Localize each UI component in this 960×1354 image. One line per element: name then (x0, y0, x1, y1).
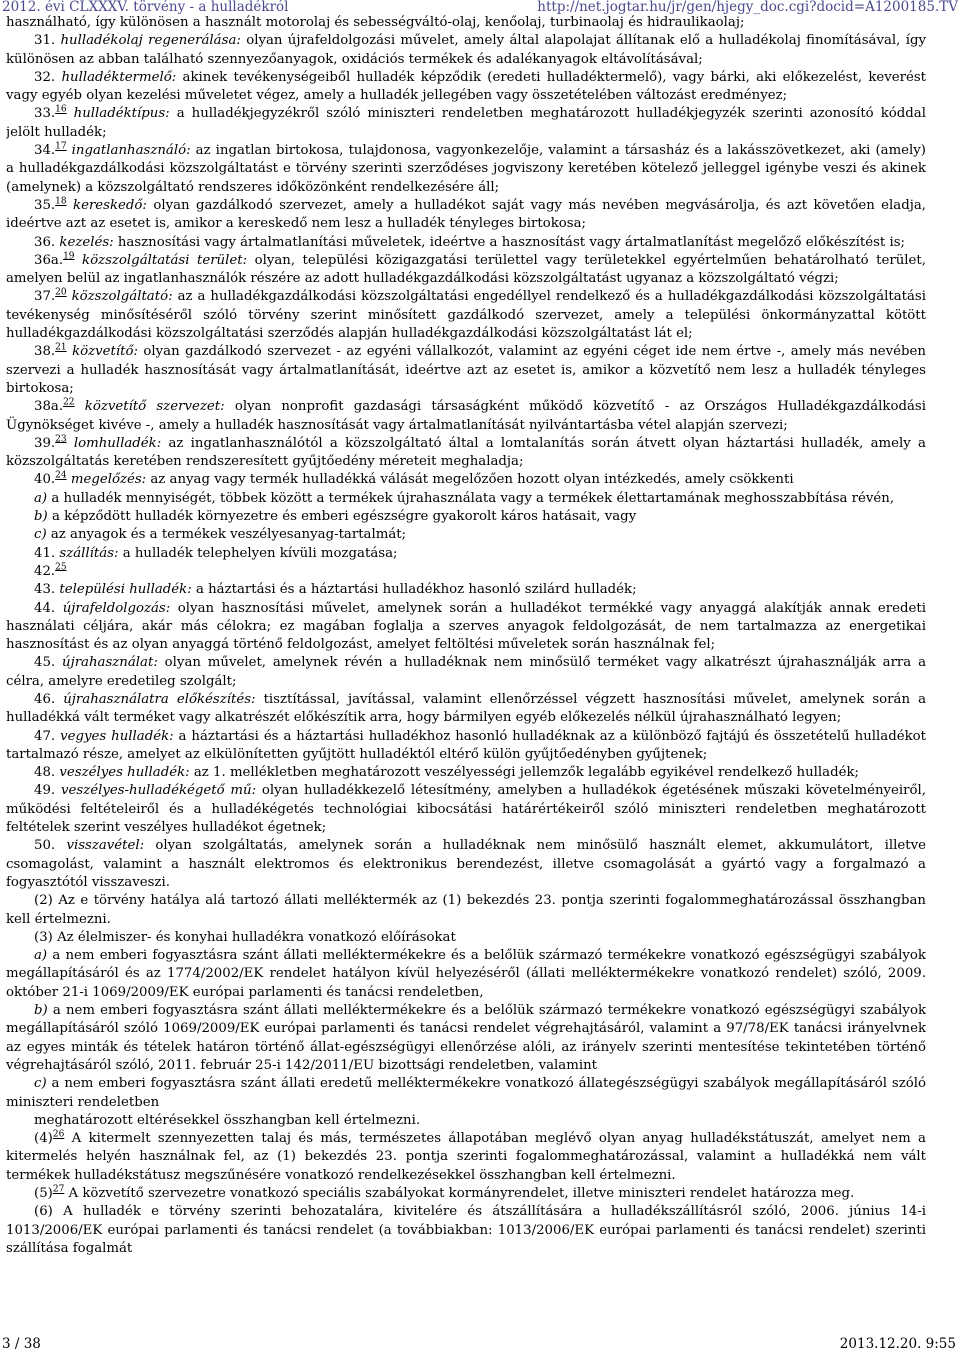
defined-term: hulladéktermelő: (61, 69, 177, 85)
document-title: 2012. évi CLXXXV. törvény - a hulladékról (2, 0, 289, 15)
paragraph (6, 837, 926, 892)
defined-term: vegyes hulladék: (60, 728, 174, 744)
paragraph-number: 40. (34, 472, 56, 488)
paragraph-number: 36a. (34, 252, 64, 268)
defined-term: újrahasználat: (62, 655, 158, 671)
paragraph-text: a hulladékjegyzékről szóló miniszteri rendeletben meghatározott hulladékjegyzék szerinti azonosító kóddal jelölt hulladék; (6, 106, 926, 140)
paragraph-text: olyan, települési közigazgatási területtel vagy területekkel egyértelműen behatárolható terület, amelyen belül az ingatlanhasználók részére az adott hulladékgazdálkodási közszolgáltatást ugyanaz a közszolgáltató végzi; (6, 252, 926, 287)
paragraph (6, 14, 926, 32)
footnote-ref[interactable]: 17 (55, 141, 67, 152)
paragraph-text: az ingatlanhasználótól a közszolgáltató által a lomtalanítás során átvett olyan háztartási hulladék, amely a közszolgáltatás keretében rendszeresített gyűjtőedény méreteit meghaladja; (6, 435, 926, 470)
paragraph-text: a hulladék telephelyen kívüli mozgatása; (122, 545, 398, 561)
defined-term: a) (34, 948, 48, 964)
paragraph (6, 782, 926, 837)
paragraph (6, 343, 926, 398)
paragraph-text: olyan művelet, amelynek révén a hulladéknak nem minősülő terméket vagy alkatrészt újrahasználják arra a célra, amelyre eredetileg szolgált; (6, 655, 926, 689)
paragraph-number: (3) (34, 929, 53, 945)
defined-term: közszolgáltatási terület: (82, 252, 248, 268)
paragraph (6, 142, 926, 197)
paragraph (6, 947, 926, 1002)
paragraph-number: 50. (34, 838, 56, 854)
paragraph (6, 764, 926, 782)
defined-term: hulladékolaj regenerálása: (60, 33, 241, 49)
paragraph-number: 36. (34, 234, 56, 250)
footnote-ref[interactable]: 21 (55, 342, 67, 353)
paragraph (6, 600, 926, 655)
paragraph (6, 1203, 926, 1258)
paragraph-number: (4) (34, 1131, 53, 1147)
defined-term: a) (34, 490, 48, 506)
paragraph-number: (2) (34, 893, 53, 909)
defined-term: ingatlanhasználó: (71, 143, 191, 159)
defined-term: veszélyes hulladék: (59, 765, 190, 781)
paragraph-text: hasznosítási vagy ártalmatlanítási műveletek, ideértve a hasznosítást vagy ártalmatlanítást megelőző előkészítést is; (117, 234, 906, 250)
paragraph-text: a háztartási és a háztartási hulladékhoz hasonló hulladéknak az a különböző fajtájú és összetételű hulladékot tartalmazó része, amelyet az elkülönítetten gyűjtött hulladéktól eltérő külön gyűjtőedényben gyűjtenek; (6, 728, 926, 762)
paragraph-text: olyan gazdálkodó szervezet - az egyéni vállalkozót, valamint az egyéni céget ide nem értve -, amely más nevében szervezi a hulladék hasznosítását vagy ártalmatlanítását, ideértve azt az esetet is, amikor a közvetítő nem lesz a hulladék tényleges birtokosa; (6, 344, 926, 396)
paragraph-text: olyan hulladékkezelő létesítmény, amelyben a hulladékok égetésének műszaki követelményeiről, működési feltételeiről és a hulladékégetés technológiai kibocsátási határértékeiről szóló miniszteri rendeletben meghatározott feltételek szerint veszélyes hulladékot égetnek; (6, 783, 926, 836)
paragraph-number: 48. (34, 765, 56, 781)
paragraph-text: a nem emberi fogyasztásra szánt állati melléktermékekre és a belőlük származó termékekre vonatkozó egészségügyi szabályok megállapításáról és az 1774/2002/EK rendelet hatályon kívül helyezéséről (állati melléktermékekre vonatkozó rendelet) szóló, 2009. október 21-i 1069/2009/EK európai parlamenti és tanácsi rendeletben, (6, 948, 926, 1000)
footnote-ref[interactable]: 26 (52, 1129, 65, 1140)
paragraph-text: az anyag vagy termék hulladékká válását megelőzően hozott olyan intézkedés, amely csökkenti (150, 472, 794, 488)
defined-term: települési hulladék: (59, 582, 192, 598)
defined-term: szállítás: (59, 545, 119, 561)
paragraph-number: 49. (34, 783, 56, 799)
paragraph (6, 234, 926, 252)
defined-term: hulladéktípus: (73, 106, 170, 122)
footnote-ref[interactable]: 18 (55, 196, 67, 207)
defined-term: megelőzés: (70, 472, 147, 488)
defined-term: veszélyes-hulladékégető mű: (60, 783, 257, 799)
defined-term: b) (34, 1003, 48, 1019)
footnote-ref[interactable]: 23 (55, 434, 67, 445)
paragraph-number: 46. (34, 691, 56, 707)
defined-term: közvetítő: (72, 344, 138, 360)
footnote-ref[interactable]: 27 (52, 1184, 65, 1195)
paragraph-number: (5) (34, 1186, 53, 1201)
footnote-ref[interactable]: 19 (63, 251, 75, 262)
paragraph-text: a nem emberi fogyasztásra szánt állati eredetű melléktermékekre vonatkozó állategészségügyi szabályok megállapításáról szóló miniszteri rendeletben (6, 1076, 926, 1110)
paragraph (6, 471, 926, 489)
paragraph-text: A hulladék e törvény szerinti behozatalára, kivitelére és átszállítására a hulladékszállításról szóló, 2006. június 14-i 1013/2006/EK európai parlamenti és tanácsi rendelet (a továbbiakban: 1013/2006/EK európai parlamenti és tanácsi rendelet) szerinti szállítása fogalmát (6, 1204, 926, 1256)
paragraph-text: az ingatlan birtokosa, tulajdonosa, vagyonkezelője, valamint a társasház és a lakásszövetkezet, aki (amely) a hulladékgazdálkodási közszolgáltatást e törvény szerinti szerződéses jogviszony keretében kötelező jelleggel igénybe veszi és akinek (amelynek) a közszolgáltató rendszeres időközönként rendelkezésére áll; (6, 143, 926, 195)
paragraph (6, 545, 926, 563)
paragraph-text: A kitermelt szennyezetten talaj és más, természetes állapotában meglévő olyan anyag hulladékstátuszát, amelyet nem a kitermelés helyén használnak fel, az (1) bekezdés 23. pontja szerinti fogalommeghatározással, valamint a hulladékká nem vált termékek hulladékstátusz megszűnésére vonatkozó rendelkezésekkel összhangban kell értelmezni. (6, 1131, 926, 1183)
paragraph (6, 728, 926, 765)
paragraph-number: 43. (34, 582, 56, 598)
paragraph-text: akinek tevékenységeiből hulladék képződik (eredeti hulladéktermelő), vagy bárki, aki előkezelést, keverést vagy egyéb olyan kezelési műveletet végez, amely a hulladék jellegében vagy összetételében változást eredményez; (6, 69, 926, 104)
paragraph-text: meghatározott eltérésekkel összhangban kell értelmezni. (34, 1112, 421, 1128)
defined-term: kezelés: (59, 234, 114, 250)
paragraph (6, 288, 926, 343)
paragraph-number: 38a. (34, 399, 64, 415)
paragraph-text: olyan hasznosítási művelet, amelynek során a hulladékot termékké vagy anyaggá alakítják annak eredeti használati céljára, akár más célokra; ez magában foglalja a szerves anyagok feldolgozását, de nem tartalmazza az energetikai hasznosítást és az olyan anyaggá történő feldolgozást, amelyet feltöltési műveletek során használnak fel; (6, 600, 926, 653)
paragraph (6, 105, 926, 142)
paragraph-text: Az élelmiszer- és konyhai hulladékra vonatkozó előírásokat (57, 929, 456, 945)
footnote-ref[interactable]: 22 (63, 397, 75, 408)
document-body (6, 14, 926, 1328)
paragraph-text: a hulladék mennyiségét, többek között a termékek újrahasználata vagy a termékek élettartamának meghosszabbítása révén, (51, 490, 895, 506)
defined-term: közvetítő szervezet: (84, 399, 225, 415)
paragraph-text: Az e törvény hatálya alá tartozó állati melléktermék az (1) bekezdés 23. pontja szerinti fogalommeghatározással összhangban kell értelmezni. (6, 893, 926, 927)
defined-term: b) (34, 509, 48, 525)
paragraph-text: olyan szolgáltatás, amelynek során a hulladéknak nem minősülő használt elemet, akkumulátort, illetve csomagolást, valamint a használt elektromos és elektronikus berendezést, illetve csomagolását a gyártó vagy a forgalmazó a fogyasztótól visszaveszi. (6, 838, 926, 890)
footnote-ref[interactable]: 20 (55, 288, 67, 299)
paragraph-number: 32. (34, 69, 56, 85)
paragraph-text: a nem emberi fogyasztásra szánt állati melléktermékekre és a belőlük származó termékekre vonatkozó egészségügyi szabályok megállapításáról szóló 1069/2009/EK európai parlamenti és tanácsi rendelet végrehajtásáról, valamint a 97/78/EK tanácsi irányelvnek az egyes minták és tételek határon történő állat-egészségügyi ellenőrzése alóli, az irányelv szerinti mentesítése tekintetében történő végrehajtásáról szóló, 2011. február 25-i 142/2011/EU bizottsági rendeletben, valamint (6, 1003, 926, 1073)
defined-term: kereskedő: (73, 197, 147, 213)
paragraph-number: 42. (34, 563, 56, 579)
paragraph-number: 31. (34, 33, 56, 49)
paragraph-number: 45. (34, 655, 56, 671)
paragraph (6, 490, 926, 508)
paragraph-number: 39. (34, 435, 56, 451)
page-number: 3 / 38 (2, 1336, 41, 1352)
paragraph (6, 1112, 926, 1130)
paragraph (6, 197, 926, 234)
paragraph (6, 1075, 926, 1112)
paragraph (6, 563, 926, 581)
defined-term: c) (34, 527, 47, 543)
defined-term: újrahasználatra előkészítés: (63, 691, 256, 707)
page-footer (0, 1335, 960, 1353)
paragraph-text: tisztítással, javítással, valamint ellenőrzéssel végzett hasznosítási művelet, amelynek során a hulladékká vált terméket vagy alkatrészét előkészítik arra, hogy bármilyen egyéb előkezelés nélkül újrahasználható legyen; (6, 691, 926, 726)
paragraph-text: a képződött hulladék környezetre és emberi egészségre gyakorolt káros hatásait, vagy (51, 509, 637, 525)
paragraph-text: A közvetítő szervezetre vonatkozó speciális szabályokat kormányrendelet, illetve miniszteri rendelet határozza meg. (68, 1186, 855, 1201)
footnote-ref[interactable]: 25 (55, 562, 67, 573)
paragraph (6, 1130, 926, 1185)
paragraph-number: 44. (34, 600, 56, 616)
footnote-ref[interactable]: 16 (55, 105, 67, 116)
paragraph (6, 435, 926, 472)
paragraph-text: az anyagok és a termékek veszélyesanyag-tartalmát; (50, 527, 407, 543)
paragraph (6, 929, 926, 947)
paragraph-number: 34. (34, 143, 56, 159)
document-url[interactable]: http://net.jogtar.hu/jr/gen/hjegy_doc.cgi?docid=A1200185.TV (537, 0, 958, 15)
paragraph-text: az 1. mellékletben meghatározott veszélyességi jellemzők legalább egyikével rendelkező hulladék; (193, 765, 860, 781)
paragraph-number: 37. (34, 289, 56, 305)
footnote-ref[interactable]: 24 (55, 471, 67, 481)
paragraph-text: olyan gazdálkodó szervezet, amely a hulladékot saját vagy más nevében megvásárolja, és azt követően eladja, ideértve azt az esetet is, amikor a kereskedő nem lesz a hulladék tényleges birtokosa; (6, 197, 926, 232)
defined-term: lomhulladék: (73, 435, 162, 451)
paragraph-text: olyan újrafeldolgozási művelet, amely által alapolajat állítanak elő a hulladékolaj finomításával, így különösen az abban található szennyezőanyagok, oxidációs termékek és adalékanyagok eltávolításával; (6, 33, 926, 67)
defined-term: újrafeldolgozás: (62, 600, 171, 616)
paragraph (6, 398, 926, 435)
defined-term: visszavétel: (66, 838, 145, 854)
defined-term: közszolgáltató: (71, 289, 173, 305)
paragraph (6, 1002, 926, 1075)
paragraph-number: 38. (34, 344, 56, 360)
paragraph-number: 33. (34, 106, 56, 122)
paragraph (6, 32, 926, 69)
paragraph (6, 1185, 926, 1203)
paragraph (6, 252, 926, 289)
paragraph-number: 41. (34, 545, 56, 561)
paragraph-text: a háztartási és a háztartási hulladékhoz hasonló szilárd hulladék; (195, 582, 637, 598)
paragraph-text: az a hulladékgazdálkodási közszolgáltatási engedéllyel rendelkező és a hulladékgazdálkodási közszolgáltatási tevékenység minősítéséről szóló törvény szerint minősített gazdálkodó szervezet, amely a települési önkormányzattal kötött hulladékgazdálkodási közszolgáltatási szerződés alapján hulladékgazdálkodási közszolgáltatást lát el; (6, 289, 926, 342)
paragraph (6, 892, 926, 929)
print-timestamp: 2013.12.20. 9:55 (839, 1336, 956, 1352)
paragraph-text: olyan nonprofit gazdasági társaságként működő közvetítő - az Országos Hulladékgazdálkodási Ügynökséget kivéve -, amely a hulladék hasznosítását vagy ártalmatlanítását nyilvántartásba vétel alapján szervezi; (6, 399, 926, 433)
paragraph (6, 691, 926, 728)
paragraph-number: 35. (34, 197, 56, 213)
paragraph (6, 654, 926, 691)
defined-term: c) (34, 1076, 47, 1092)
paragraph-number: (6) (34, 1204, 53, 1220)
paragraph (6, 581, 926, 599)
paragraph (6, 526, 926, 544)
paragraph (6, 508, 926, 526)
paragraph-text: használható, így különösen a használt motorolaj és sebességváltó-olaj, kenőolaj, turbinaolaj és hidraulikaolaj; (6, 15, 745, 30)
paragraph-number: 47. (34, 728, 56, 744)
page-header (0, 0, 960, 14)
paragraph (6, 69, 926, 106)
